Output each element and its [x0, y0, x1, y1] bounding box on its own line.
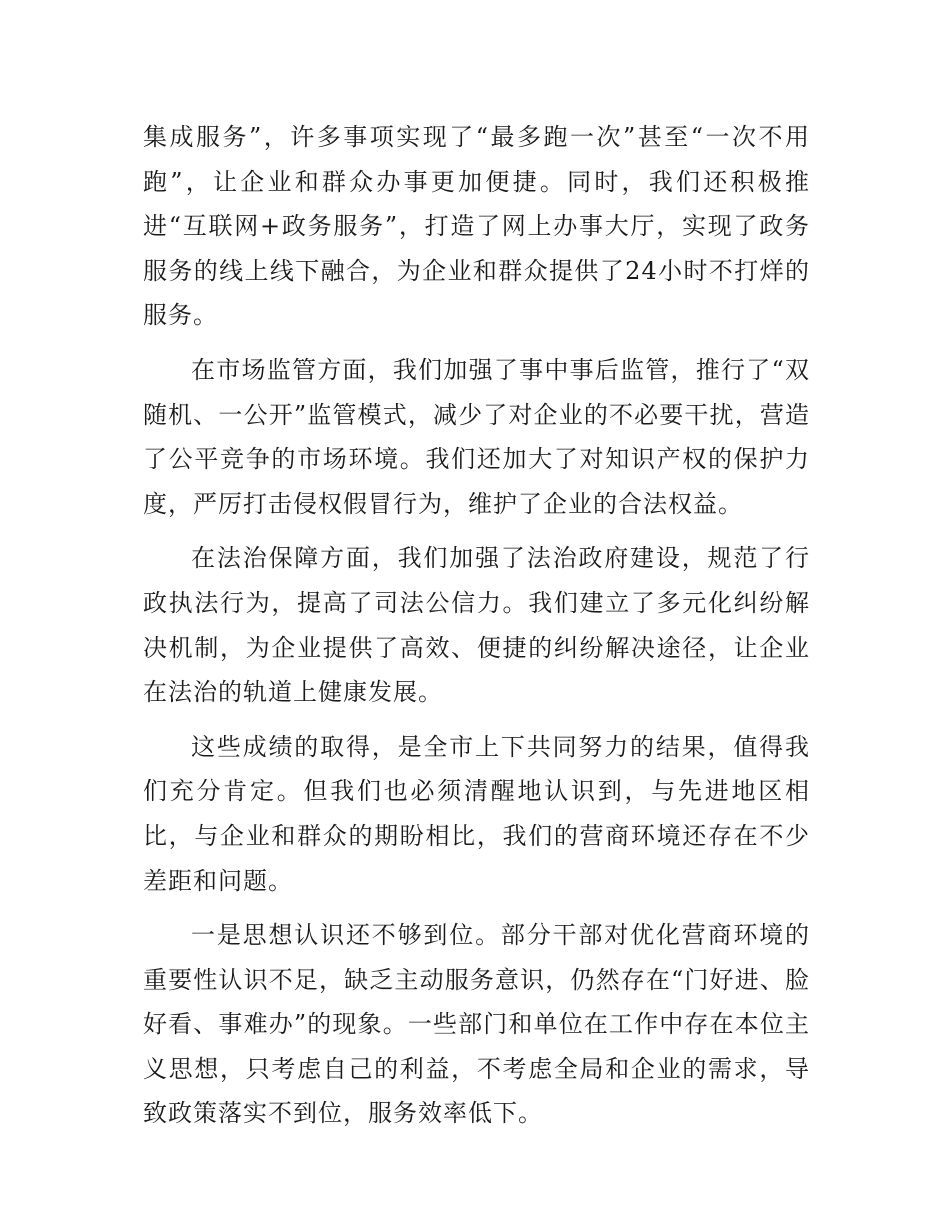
document-page	[143, 115, 810, 1136]
paragraph-achievements: 这些成绩的取得，是全市上下共同努力的结果，值得我们充分肯定。但我们也必须清醒地认识到，与先进地区相比，与企业和群众的期盼相比，我们的营商环境还存在不少差距和问题。	[143, 732, 810, 895]
paragraph-continuation: 集成服务”，许多事项实现了“最多跑一次”甚至“一次不用跑”，让企业和群众办事更加便捷。同时，我们还积极推进“互联网+政务服务”，打造了网上办事大厅，实现了政务服务的线上线下融合，为企业和群众提供了24小时不打烊的服务。	[143, 123, 810, 330]
paragraph-rule-of-law: 在法治保障方面，我们加强了法治政府建设，规范了行政执法行为，提高了司法公信力。我们建立了多元化纠纷解决机制，为企业提供了高效、便捷的纠纷解决途径，让企业在法治的轨道上健康发展。	[143, 544, 810, 707]
paragraph-market-supervision: 在市场监管方面，我们加强了事中事后监管，推行了“双随机、一公开”监管模式，减少了对企业的不必要干扰，营造了公平竞争的市场环境。我们还加大了对知识产权的保护力度，严厉打击侵权假冒行为，维护了企业的合法权益。	[143, 355, 810, 518]
paragraph-problem-one: 一是思想认识还不够到位。部分干部对优化营商环境的重要性认识不足，缺乏主动服务意识，仍然存在“门好进、脸好看、事难办”的现象。一些部门和单位在工作中存在本位主义思想，只考虑自己的利益，不考虑全局和企业的需求，导致政策落实不到位，服务效率低下。	[143, 921, 810, 1128]
